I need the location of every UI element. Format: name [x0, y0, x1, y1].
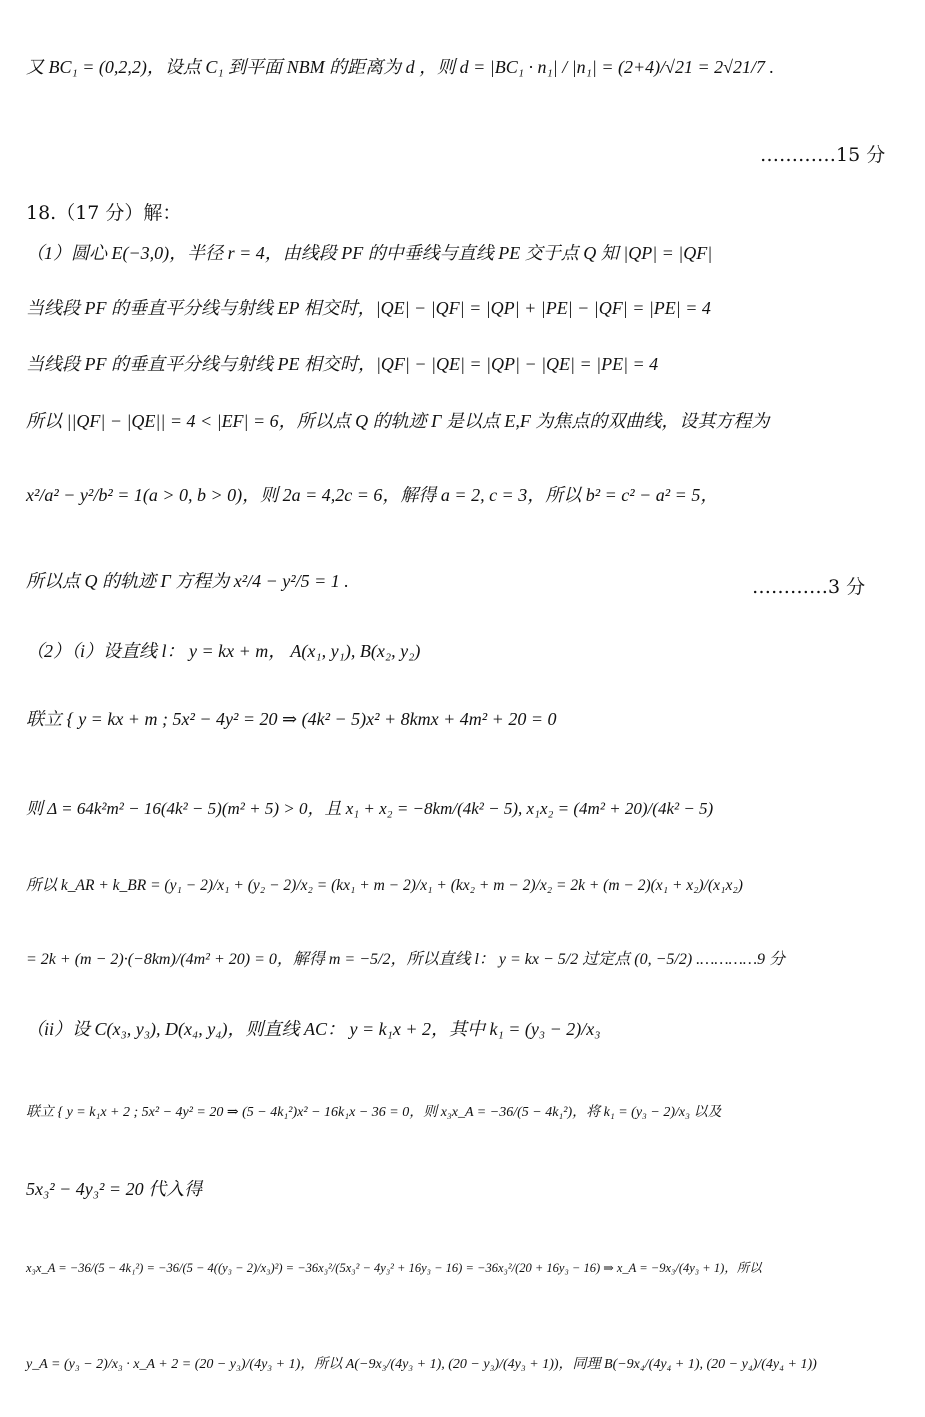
problem-18-heading: 18.（17 分）解：	[26, 202, 182, 224]
simultaneous-equations-1: 联立 { y = kx + m ; 5x² − 4y² = 20 ⇒ (4k² − 5)x² + 8kmx + 4m² + 20 = 0	[26, 709, 557, 729]
discriminant-vieta: 则 Δ = 64k²m² − 16(4k² − 5)(m² + 5) > 0，且 x₁ + x₂ = −8km/(4k² − 5), x₁x₂ = (4m² + 20)/(4k² − 5)	[26, 799, 714, 818]
case-ray-ep: 当线段 PF 的垂直平分线与射线 EP 相交时，|QE| − |QF| = |QP| + |PE| − |QF| = |PE| = 4	[26, 298, 711, 318]
part-1-intro: （1）圆心 E(−3,0)，半径 r = 4，由线段 PF 的中垂线与直线 PE 交于点 Q 知 |QP| = |QF|	[26, 243, 713, 263]
part-2-i-setup: （2）（i）设直线 l： y = kx + m， A(x₁, y₁), B(x₂, y₂)	[26, 641, 421, 661]
hyperbola-general-equation: x²/a² − y²/b² = 1(a > 0, b > 0)，则 2a = 4,2c = 6，解得 a = 2, c = 3，所以 b² = c² − a² = 5，	[26, 485, 719, 505]
score-3: …………3 分	[752, 576, 866, 598]
simultaneous-equations-2: 联立 { y = k₁x + 2 ; 5x² − 4y² = 20 ⇒ (5 − 4k₁²)x² − 16k₁x − 36 = 0，则 x₃x_A = −36/(5 − 4k₁²)，将 k₁ = (y₃ − 2)/x₃ 以及	[26, 1105, 722, 1120]
xa-derivation: x₃x_A = −36/(5 − 4k₁²) = −36/(5 − 4((y₃ − 2)/x₃)²) = −36x₃²/(5x₃² − 4y₃² + 16y₃ − 16) = −36x₃²/(20 + 16y₃ − 16) ⇒ x_A = −9x₃/(4y₃ + 1)，所以	[26, 1261, 762, 1275]
substitution-note: 5x₃² − 4y₃² = 20 代入得	[26, 1179, 203, 1199]
trajectory-equation: 所以点 Q 的轨迹 Γ 方程为 x²/4 − y²/5 = 1 .	[26, 571, 349, 591]
case-ray-pe: 当线段 PF 的垂直平分线与射线 PE 相交时，|QF| − |QE| = |QP| − |QE| = |PE| = 4	[26, 354, 659, 374]
distance-formula-line: 又 BC₁ = (0,2,2)，设点 C₁ 到平面 NBM 的距离为 d ，则 d = |BC₁ · n₁| / |n₁| = (2+4)/√21 = 2√21/7 .	[26, 57, 775, 77]
score-15: …………15 分	[760, 144, 886, 166]
slope-sum: 所以 k_AR + k_BR = (y₁ − 2)/x₁ + (y₂ − 2)/x₂ = (kx₁ + m − 2)/x₁ + (kx₂ + m − 2)/x₂ = 2k + (m − 2)(x₁ + x₂)/(x₁x₂)	[26, 877, 743, 894]
hyperbola-conclusion: 所以 ||QF| − |QE|| = 4 < |EF| = 6，所以点 Q 的轨迹 Γ 是以点 E,F 为焦点的双曲线，设其方程为	[26, 411, 770, 431]
part-2-ii-setup: （ii）设 C(x₃, y₃), D(x₄, y₄)，则直线 AC： y = k₁x + 2，其中 k₁ = (y₃ − 2)/x₃	[26, 1019, 601, 1039]
ya-and-points: y_A = (y₃ − 2)/x₃ · x_A + 2 = (20 − y₃)/(4y₃ + 1)，所以 A(−9x₃/(4y₃ + 1), (20 − y₃)/(4y₃ + 1))，同理 B(−9x₄/(4y₄ + 1), (20 − y₄)/(4y₄ + 1))	[26, 1357, 817, 1372]
fixed-point-conclusion: = 2k + (m − 2)·(−8km)/(4m² + 20) = 0，解得 m = −5/2，所以直线 l： y = kx − 5/2 过定点 (0, −5/2) .…………9 分	[26, 951, 786, 968]
